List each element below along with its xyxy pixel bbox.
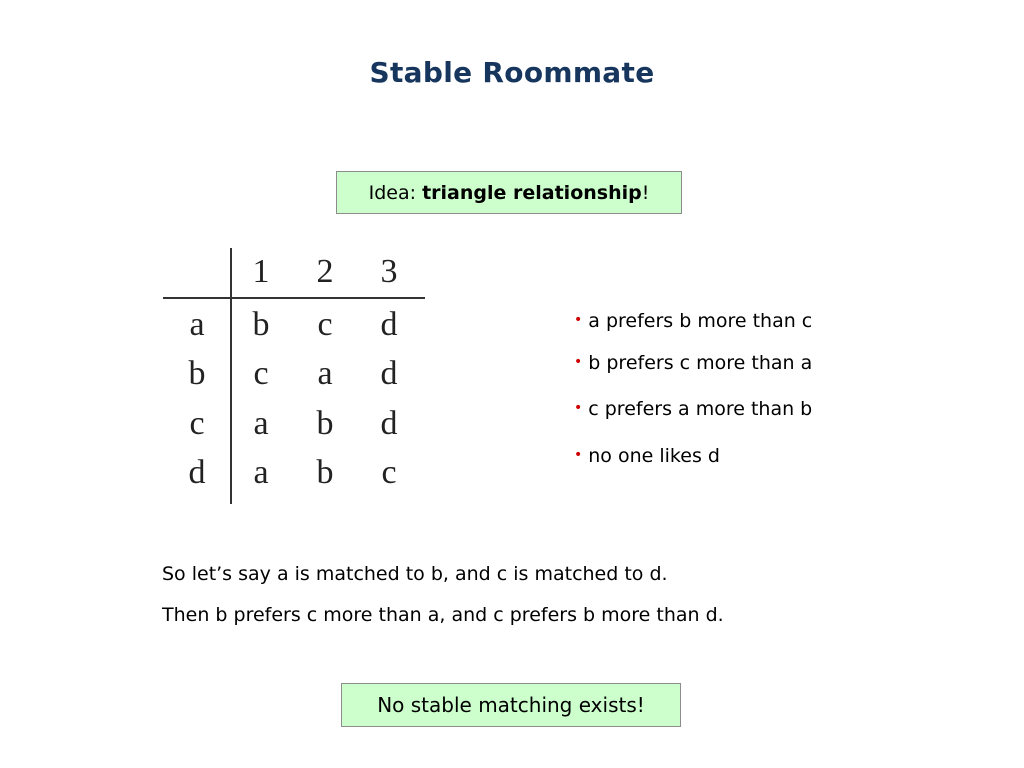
explanation-line-1: So let’s say a is matched to b, and c is matched to d. [162,563,668,585]
table-column-header: 2 [316,253,334,290]
conclusion-box [341,683,681,727]
table-cell: b [316,454,334,491]
table-cell: d [380,355,398,392]
bullet-text: a prefers b more than c [588,310,813,332]
bullet-item [574,352,812,374]
table-cell: b [252,306,270,343]
bullet-item [574,445,720,467]
bullet-text: no one likes d [588,445,720,467]
preference-table [163,248,425,504]
idea-suffix: ! [641,181,650,204]
idea-prefix: Idea: [368,181,423,204]
idea-emphasis: triangle relationship [422,181,642,204]
bullet-text: b prefers c more than a [588,352,813,374]
table-row-person: b [188,355,206,392]
bullet-dot-icon: • [574,354,583,370]
table-column-header: 1 [252,253,270,290]
table-column-header: 3 [380,253,398,290]
table-horizontal-divider [163,297,425,299]
table-vertical-divider [230,248,232,504]
bullet-item [574,398,812,420]
table-cell: a [253,454,269,491]
table-row-person: c [189,405,205,442]
table-cell: d [380,306,398,343]
table-cell: c [253,355,269,392]
conclusion-text: No stable matching exists! [377,693,645,717]
table-row-person: d [188,454,206,491]
bullet-dot-icon: • [574,400,583,416]
bullet-dot-icon: • [574,447,583,463]
table-cell: d [380,405,398,442]
bullet-text: c prefers a more than b [588,398,813,420]
table-cell: a [253,405,269,442]
table-cell: b [316,405,334,442]
idea-box [336,171,682,214]
bullet-dot-icon: • [574,312,583,328]
explanation-line-2: Then b prefers c more than a, and c prefers b more than d. [162,604,724,626]
table-cell: c [317,306,333,343]
table-row-person: a [189,306,205,343]
slide-title: Stable Roommate [369,56,655,89]
table-cell: c [381,454,397,491]
table-cell: a [317,355,333,392]
bullet-item [574,310,812,332]
